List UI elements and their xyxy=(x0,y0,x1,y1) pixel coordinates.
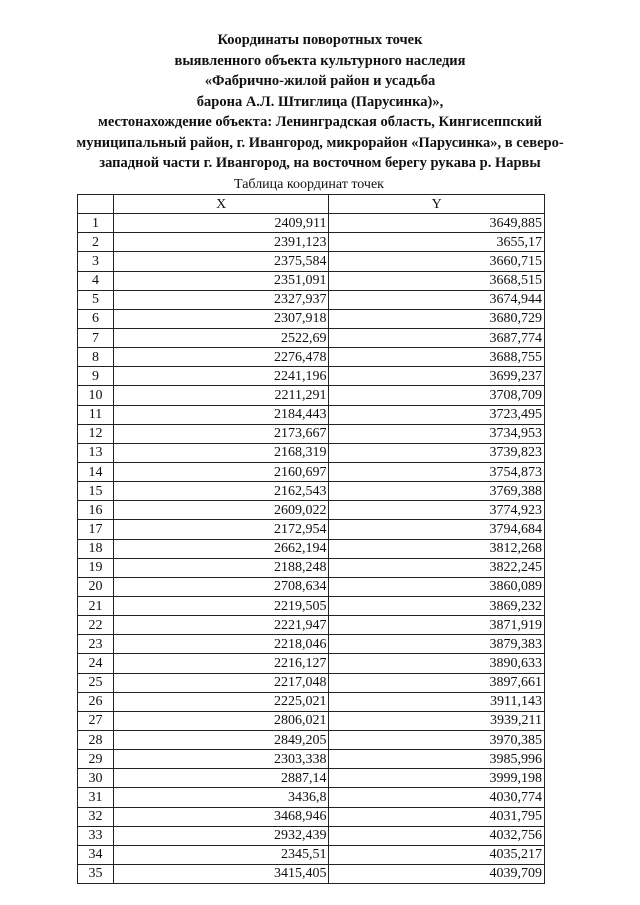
table-body xyxy=(78,214,545,884)
point-number-cell: 16 xyxy=(78,501,114,520)
x-value-cell: 2932,439 xyxy=(113,826,329,845)
point-number-cell: 26 xyxy=(78,692,114,711)
column-header-number xyxy=(78,195,114,214)
table-row xyxy=(78,616,545,635)
x-value-cell: 2225,021 xyxy=(113,692,329,711)
point-number-cell: 29 xyxy=(78,750,114,769)
heading-line-5: местонахождение объекта: Ленинградская область, Кингисеппский xyxy=(98,114,542,130)
heading-line-3: «Фабрично-жилой район и усадьба xyxy=(204,73,436,89)
point-number-cell: 6 xyxy=(78,309,114,328)
x-value-cell: 2160,697 xyxy=(113,462,329,481)
table-caption: Таблица координат точек xyxy=(234,177,384,192)
point-number-cell: 15 xyxy=(78,482,114,501)
table-row xyxy=(78,424,545,443)
y-value-cell: 3985,996 xyxy=(329,750,545,769)
point-number-cell: 31 xyxy=(78,788,114,807)
table-row xyxy=(78,252,545,271)
y-value-cell: 3860,089 xyxy=(329,577,545,596)
table-row xyxy=(78,386,545,405)
y-value-cell: 4030,774 xyxy=(329,788,545,807)
y-value-cell: 3708,709 xyxy=(329,386,545,405)
y-value-cell: 3897,661 xyxy=(329,673,545,692)
x-value-cell: 3436,8 xyxy=(113,788,329,807)
point-number-cell: 12 xyxy=(78,424,114,443)
point-number-cell: 23 xyxy=(78,635,114,654)
column-header-x: X xyxy=(113,195,329,214)
heading-line-1: Координаты поворотных точек xyxy=(217,32,423,48)
x-value-cell: 2662,194 xyxy=(113,539,329,558)
point-number-cell: 27 xyxy=(78,711,114,730)
point-number-cell: 13 xyxy=(78,443,114,462)
table-row xyxy=(78,520,545,539)
x-value-cell: 2217,048 xyxy=(113,673,329,692)
y-value-cell: 3879,383 xyxy=(329,635,545,654)
y-value-cell: 4035,217 xyxy=(329,845,545,864)
table-row xyxy=(78,635,545,654)
x-value-cell: 2391,123 xyxy=(113,233,329,252)
heading-line-4: барона А.Л. Штиглица (Парусинка)», xyxy=(196,93,444,110)
y-value-cell: 3999,198 xyxy=(329,769,545,788)
column-header-y: Y xyxy=(329,195,545,214)
x-value-cell: 2276,478 xyxy=(113,348,329,367)
x-value-cell: 2241,196 xyxy=(113,367,329,386)
point-number-cell: 1 xyxy=(78,214,114,233)
point-number-cell: 3 xyxy=(78,252,114,271)
point-number-cell: 8 xyxy=(78,348,114,367)
table-row xyxy=(78,405,545,424)
point-number-cell: 18 xyxy=(78,539,114,558)
y-value-cell: 3739,823 xyxy=(329,443,545,462)
document-heading xyxy=(0,30,640,174)
x-value-cell: 2188,248 xyxy=(113,558,329,577)
table-row xyxy=(78,769,545,788)
table-row xyxy=(78,750,545,769)
table-row xyxy=(78,845,545,864)
x-value-cell: 2184,443 xyxy=(113,405,329,424)
x-value-cell: 2221,947 xyxy=(113,616,329,635)
y-value-cell: 3871,919 xyxy=(329,616,545,635)
point-number-cell: 28 xyxy=(78,730,114,749)
point-number-cell: 34 xyxy=(78,845,114,864)
table-row xyxy=(78,539,545,558)
point-number-cell: 22 xyxy=(78,616,114,635)
table-row xyxy=(78,788,545,807)
y-value-cell: 4031,795 xyxy=(329,807,545,826)
table-row xyxy=(78,692,545,711)
point-number-cell: 20 xyxy=(78,577,114,596)
table-row xyxy=(78,730,545,749)
y-value-cell: 3890,633 xyxy=(329,654,545,673)
x-value-cell: 2806,021 xyxy=(113,711,329,730)
table-header-row xyxy=(78,195,545,214)
point-number-cell: 24 xyxy=(78,654,114,673)
point-number-cell: 32 xyxy=(78,807,114,826)
x-value-cell: 2162,543 xyxy=(113,482,329,501)
table-row xyxy=(78,807,545,826)
x-value-cell: 2218,046 xyxy=(113,635,329,654)
table-row xyxy=(78,348,545,367)
x-value-cell: 2307,918 xyxy=(113,309,329,328)
x-value-cell: 2708,634 xyxy=(113,577,329,596)
point-number-cell: 2 xyxy=(78,233,114,252)
point-number-cell: 9 xyxy=(78,367,114,386)
y-value-cell: 3794,684 xyxy=(329,520,545,539)
y-value-cell: 3774,923 xyxy=(329,501,545,520)
table-row xyxy=(78,558,545,577)
x-value-cell: 2216,127 xyxy=(113,654,329,673)
table-row xyxy=(78,214,545,233)
table-row xyxy=(78,864,545,883)
heading-line-2: выявленного объекта культурного наследия xyxy=(174,52,466,69)
y-value-cell: 3970,385 xyxy=(329,730,545,749)
x-value-cell: 2887,14 xyxy=(113,769,329,788)
point-number-cell: 19 xyxy=(78,558,114,577)
table-row xyxy=(78,462,545,481)
table-row xyxy=(78,654,545,673)
x-value-cell: 3468,946 xyxy=(113,807,329,826)
table-row xyxy=(78,271,545,290)
y-value-cell: 3812,268 xyxy=(329,539,545,558)
point-number-cell: 11 xyxy=(78,405,114,424)
y-value-cell: 3723,495 xyxy=(329,405,545,424)
table-row xyxy=(78,328,545,347)
coordinates-table xyxy=(77,194,545,884)
x-value-cell: 2849,205 xyxy=(113,730,329,749)
y-value-cell: 3869,232 xyxy=(329,596,545,615)
table-row xyxy=(78,482,545,501)
y-value-cell: 3734,953 xyxy=(329,424,545,443)
y-value-cell: 3688,755 xyxy=(329,348,545,367)
table-row xyxy=(78,596,545,615)
table-row xyxy=(78,443,545,462)
y-value-cell: 3680,729 xyxy=(329,309,545,328)
y-value-cell: 3674,944 xyxy=(329,290,545,309)
x-value-cell: 2327,937 xyxy=(113,290,329,309)
table-row xyxy=(78,290,545,309)
x-value-cell: 2168,319 xyxy=(113,443,329,462)
table-row xyxy=(78,501,545,520)
x-value-cell: 2522,69 xyxy=(113,328,329,347)
x-value-cell: 2211,291 xyxy=(113,386,329,405)
y-value-cell: 3939,211 xyxy=(329,711,545,730)
y-value-cell: 3769,388 xyxy=(329,482,545,501)
y-value-cell: 3655,17 xyxy=(329,233,545,252)
heading-line-7: западной части г. Ивангород, на восточном берегу рукава р. Нарвы xyxy=(99,155,541,171)
y-value-cell: 4039,709 xyxy=(329,864,545,883)
table-row xyxy=(78,673,545,692)
x-value-cell: 2219,505 xyxy=(113,596,329,615)
point-number-cell: 21 xyxy=(78,596,114,615)
point-number-cell: 14 xyxy=(78,462,114,481)
y-value-cell: 3911,143 xyxy=(329,692,545,711)
table-row xyxy=(78,711,545,730)
table-row xyxy=(78,577,545,596)
point-number-cell: 10 xyxy=(78,386,114,405)
y-value-cell: 4032,756 xyxy=(329,826,545,845)
table-row xyxy=(78,233,545,252)
x-value-cell: 2303,338 xyxy=(113,750,329,769)
table-row xyxy=(78,826,545,845)
heading-line-6: муниципальный район, г. Ивангород, микрорайон «Парусинка», в северо- xyxy=(76,134,564,151)
table-row xyxy=(78,309,545,328)
x-value-cell: 2609,022 xyxy=(113,501,329,520)
y-value-cell: 3668,515 xyxy=(329,271,545,290)
x-value-cell: 2173,667 xyxy=(113,424,329,443)
y-value-cell: 3754,873 xyxy=(329,462,545,481)
point-number-cell: 33 xyxy=(78,826,114,845)
point-number-cell: 4 xyxy=(78,271,114,290)
x-value-cell: 2351,091 xyxy=(113,271,329,290)
point-number-cell: 7 xyxy=(78,328,114,347)
table-row xyxy=(78,367,545,386)
y-value-cell: 3687,774 xyxy=(329,328,545,347)
point-number-cell: 5 xyxy=(78,290,114,309)
point-number-cell: 17 xyxy=(78,520,114,539)
x-value-cell: 3415,405 xyxy=(113,864,329,883)
y-value-cell: 3699,237 xyxy=(329,367,545,386)
y-value-cell: 3649,885 xyxy=(329,214,545,233)
x-value-cell: 2345,51 xyxy=(113,845,329,864)
y-value-cell: 3822,245 xyxy=(329,558,545,577)
point-number-cell: 35 xyxy=(78,864,114,883)
x-value-cell: 2409,911 xyxy=(113,214,329,233)
y-value-cell: 3660,715 xyxy=(329,252,545,271)
x-value-cell: 2172,954 xyxy=(113,520,329,539)
point-number-cell: 30 xyxy=(78,769,114,788)
point-number-cell: 25 xyxy=(78,673,114,692)
x-value-cell: 2375,584 xyxy=(113,252,329,271)
